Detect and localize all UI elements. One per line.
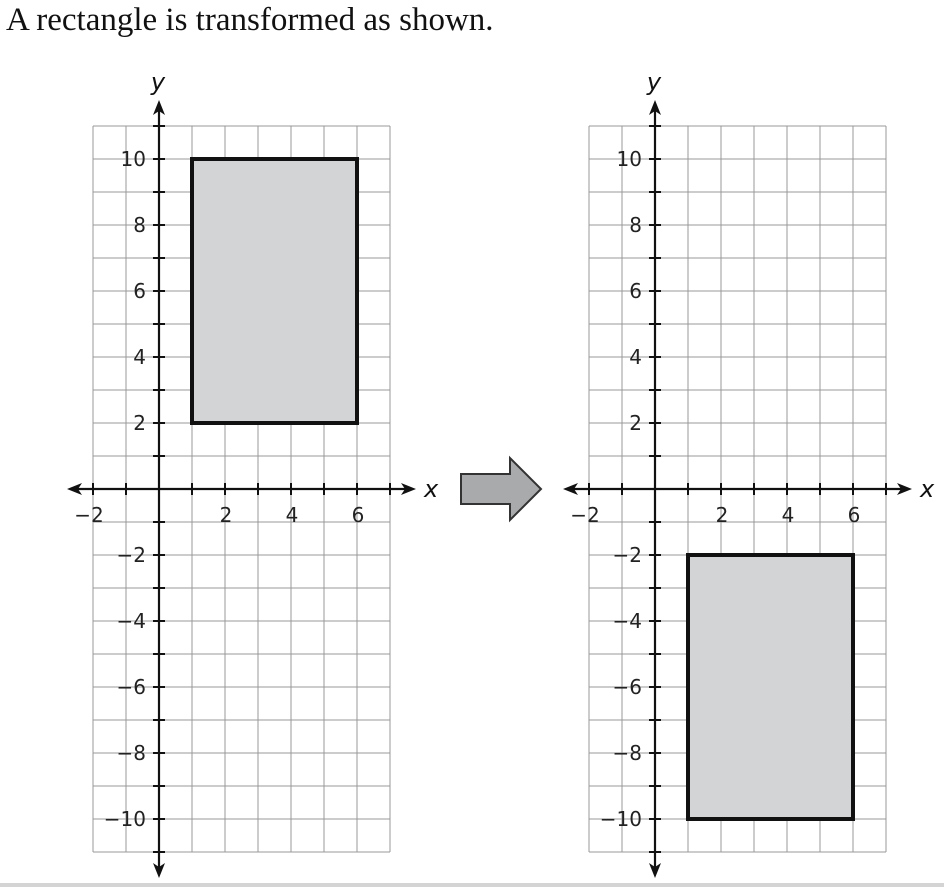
transformation-arrow <box>461 458 541 520</box>
y-axis-label: y <box>646 68 662 96</box>
y-tick-label: 8 <box>133 213 146 237</box>
x-tick-label: 2 <box>219 503 233 527</box>
graph-transformed <box>563 68 935 878</box>
x-axis-label: x <box>424 475 439 503</box>
y-tick-label: −4 <box>612 609 642 633</box>
y-tick-label: 6 <box>629 279 642 303</box>
x-tick-label: −2 <box>74 503 104 527</box>
y-tick-label: −4 <box>116 609 146 633</box>
y-tick-label: −10 <box>599 807 642 831</box>
y-tick-label: 6 <box>133 279 146 303</box>
y-tick-label: −8 <box>612 741 642 765</box>
x-tick-label: 2 <box>715 503 729 527</box>
x-tick-label: 4 <box>285 503 299 527</box>
y-tick-label: 8 <box>629 213 642 237</box>
y-tick-label: 4 <box>629 345 642 369</box>
right-arrow-icon <box>461 458 541 520</box>
graph-original <box>67 68 439 878</box>
y-tick-label: 2 <box>133 411 146 435</box>
y-tick-label: −2 <box>116 543 146 567</box>
x-axis-label: x <box>920 475 935 503</box>
bottom-divider <box>0 883 944 887</box>
y-tick-label: 2 <box>629 411 642 435</box>
x-tick-label: −2 <box>570 503 600 527</box>
y-tick-label: 10 <box>120 147 146 171</box>
problem-statement: A rectangle is transformed as shown. <box>6 2 494 38</box>
y-tick-label: −6 <box>116 675 146 699</box>
y-tick-label: −10 <box>103 807 146 831</box>
rectangle <box>192 159 357 423</box>
x-tick-label: 6 <box>351 503 365 527</box>
y-tick-label: −2 <box>612 543 642 567</box>
x-tick-label: 6 <box>847 503 861 527</box>
x-tick-label: 4 <box>781 503 795 527</box>
y-tick-label: 4 <box>133 345 146 369</box>
y-tick-label: −8 <box>116 741 146 765</box>
y-tick-label: 10 <box>616 147 642 171</box>
rectangle <box>688 555 853 819</box>
y-tick-label: −6 <box>612 675 642 699</box>
y-axis-label: y <box>150 68 166 96</box>
